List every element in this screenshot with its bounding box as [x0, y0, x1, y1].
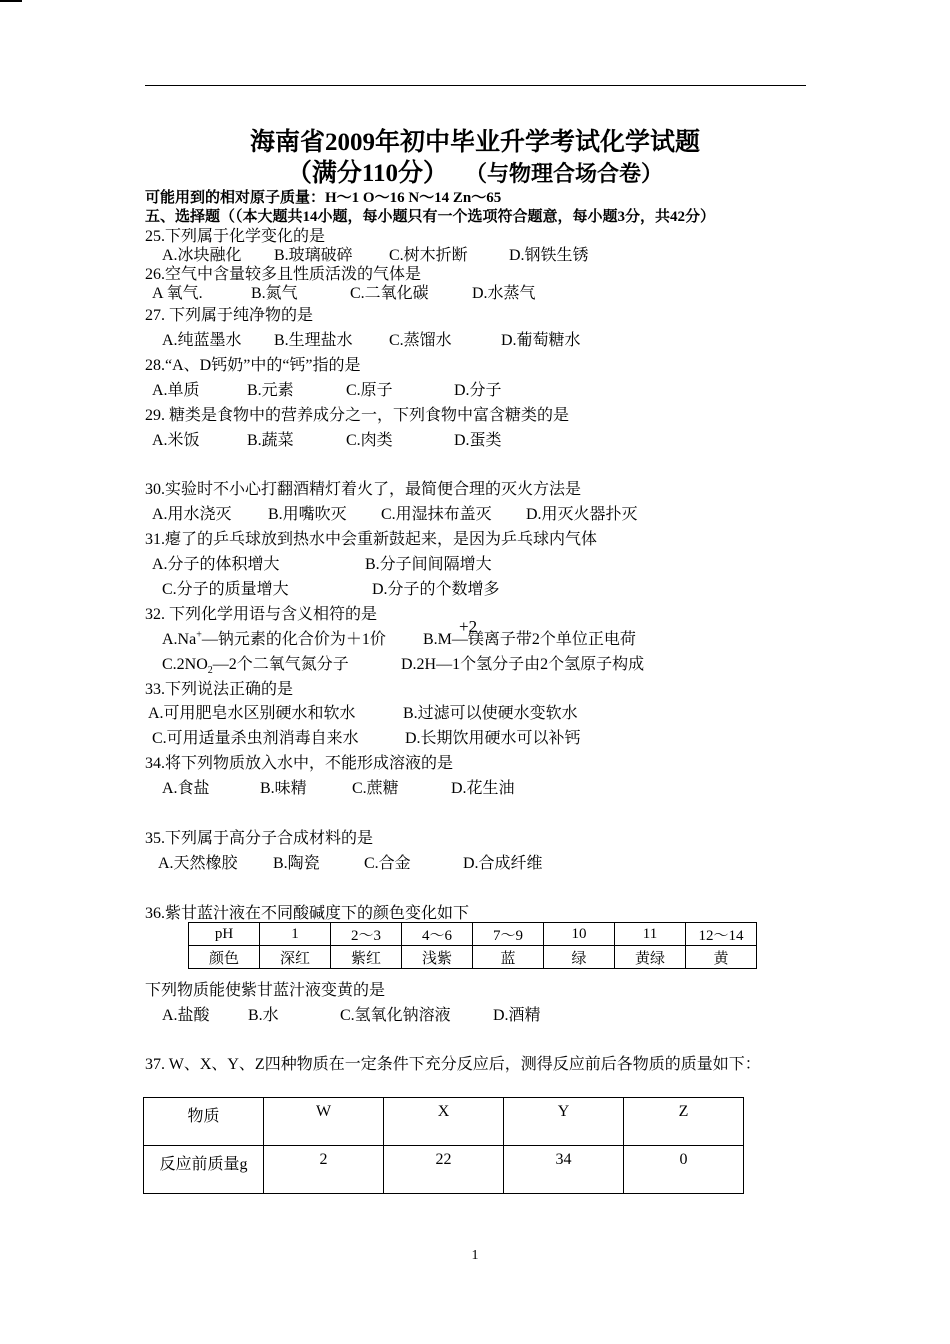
q25-stem: 25.下列属于化学变化的是: [145, 228, 326, 245]
q31-option-c: C.分子的质量增大: [162, 581, 289, 598]
table-cell: 深红: [260, 946, 331, 969]
table-cell: 绿: [544, 946, 615, 969]
q25-option-a: A.冰块融化: [162, 247, 242, 264]
q25-option-b: B.玻璃破碎: [274, 247, 353, 264]
q26-option-a: A 氧气.: [152, 285, 203, 302]
table-cell: 物质: [144, 1098, 264, 1146]
q30-option-b: B.用嘴吹灭: [268, 506, 347, 523]
table-row: [189, 946, 757, 969]
q28-option-c: C.原子: [346, 382, 393, 399]
q34-option-d: D.花生油: [451, 780, 515, 797]
table-row: [144, 1146, 744, 1194]
q25-option-d: D.钢铁生锈: [509, 247, 589, 264]
table-cell: 反应前质量g: [144, 1146, 264, 1194]
table-cell: Z: [624, 1098, 744, 1146]
q32-option-a: [162, 626, 386, 649]
table-cell: 1: [260, 923, 331, 946]
header-rule: [145, 85, 806, 86]
q30-option-a: A.用水浇灭: [152, 506, 232, 523]
table-cell: 黄绿: [615, 946, 686, 969]
table-cell: 22: [384, 1146, 504, 1194]
table-cell: 2～3: [331, 923, 402, 946]
q36-option-b: B.水: [248, 1007, 279, 1024]
exam-subtitle: [0, 153, 950, 189]
q35-option-c: C.合金: [364, 855, 411, 872]
q34-option-b: B.味精: [260, 780, 307, 797]
q32-b-meaning: —镁离子带2个单位正电荷: [451, 631, 636, 648]
combined-note: （与物理合场合卷）: [476, 161, 664, 186]
table-row: [144, 1098, 744, 1146]
q32-b-symbol: B.M: [423, 631, 452, 648]
q36-option-d: D.酒精: [493, 1007, 541, 1024]
q26-option-c: C.二氧化碳: [350, 285, 429, 302]
q32-c-meaning: —2个二氧气氮分子: [212, 656, 349, 673]
q29-option-c: C.肉类: [346, 432, 393, 449]
q28-option-a: A.单质: [152, 382, 200, 399]
q33-option-a: A.可用肥皂水区别硬水和软水: [148, 705, 356, 722]
q27-option-b: B.生理盐水: [274, 332, 353, 349]
table-cell: 7～9: [473, 923, 544, 946]
q36-stem: 36.紫甘蓝汁液在不同酸碱度下的颜色变化如下: [145, 905, 470, 922]
q27-option-c: C.蒸馏水: [389, 332, 452, 349]
q28-stem: 28.“A、D钙奶”中的“钙”指的是: [145, 357, 361, 374]
table-cell: 11: [615, 923, 686, 946]
table-cell: 浅紫: [402, 946, 473, 969]
q32-a-symbol: A.Na: [162, 631, 197, 648]
table-cell: 黄: [686, 946, 757, 969]
table-cell: 2: [264, 1146, 384, 1194]
q27-option-a: A.纯蓝墨水: [162, 332, 242, 349]
q36-followup: 下列物质能使紫甘蓝汁液变黄的是: [145, 982, 386, 999]
table-cell: 0: [624, 1146, 744, 1194]
q27-stem: 27. 下列属于纯净物的是: [145, 307, 314, 324]
q32-c-symbol: C.2NO: [162, 656, 208, 673]
q29-option-a: A.米饭: [152, 432, 200, 449]
q30-option-c: C.用湿抹布盖灭: [381, 506, 492, 523]
q35-stem: 35.下列属于高分子合成材料的是: [145, 830, 374, 847]
q36-option-a: A.盐酸: [162, 1007, 210, 1024]
q32-option-b: [423, 617, 636, 649]
table-cell: 34: [504, 1146, 624, 1194]
q36-option-c: C.氢氧化钠溶液: [340, 1007, 451, 1024]
q27-option-d: D.葡萄糖水: [501, 332, 581, 349]
q31-option-d: D.分子的个数增多: [372, 581, 500, 598]
q32-a-superscript: +: [196, 629, 202, 641]
table-cell: 紫红: [331, 946, 402, 969]
table-cell: W: [264, 1098, 384, 1146]
table-cell: X: [384, 1098, 504, 1146]
atomic-mass-line: 可能用到的相对原子质量：H～1 O～16 N～14 Zn～65: [145, 190, 502, 206]
q34-option-c: C.蔗糖: [352, 780, 399, 797]
q34-stem: 34.将下列物质放入水中，不能形成溶液的是: [145, 755, 454, 772]
q33-option-b: B.过滤可以使硬水变软水: [403, 705, 578, 722]
q37-stem: 37. W、X、Y、Z四种物质在一定条件下充分反应后，测得反应前后各物质的质量如下：: [145, 1056, 761, 1073]
table-cell: 蓝: [473, 946, 544, 969]
q29-option-b: B.蔬菜: [247, 432, 294, 449]
page-number: 1: [471, 1248, 479, 1263]
q29-option-d: D.蛋类: [454, 432, 502, 449]
table-cell: 10: [544, 923, 615, 946]
q34-option-a: A.食盐: [162, 780, 210, 797]
q33-option-c: C.可用适量杀虫剂消毒自来水: [152, 730, 359, 747]
mass-table: [143, 1097, 744, 1194]
q31-stem: 31.瘪了的乒乓球放到热水中会重新鼓起来，是因为乒乓球内气体: [145, 531, 598, 548]
q30-option-d: D.用灭火器扑灭: [526, 506, 638, 523]
q32-c-subscript: 2: [207, 665, 213, 677]
q32-b-valence: +2: [459, 617, 478, 636]
q31-option-b: B.分子间间隔增大: [365, 556, 492, 573]
table-cell: Y: [504, 1098, 624, 1146]
table-cell: 4～6: [402, 923, 473, 946]
table-cell: 颜色: [189, 946, 260, 969]
q32-option-c: [162, 651, 349, 676]
exam-title: 海南省2009年初中毕业升学考试化学试题: [249, 129, 700, 156]
q26-option-b: B.氮气: [251, 285, 298, 302]
q28-option-d: D.分子: [454, 382, 502, 399]
table-cell: pH: [189, 923, 260, 946]
full-score: （满分110分）: [286, 160, 449, 187]
ph-color-table: [188, 922, 757, 969]
corner-mark: [0, 0, 22, 2]
q32-stem: 32. 下列化学用语与含义相符的是: [145, 606, 378, 623]
table-row: [189, 923, 757, 946]
q33-option-d: D.长期饮用硬水可以补钙: [405, 730, 581, 747]
q35-option-a: A.天然橡胶: [158, 855, 238, 872]
table-cell: 12～14: [686, 923, 757, 946]
q30-stem: 30.实验时不小心打翻酒精灯着火了，最简便合理的灭火方法是: [145, 481, 582, 498]
q28-option-b: B.元素: [247, 382, 294, 399]
q31-option-a: A.分子的体积增大: [152, 556, 280, 573]
q35-option-d: D.合成纤维: [463, 855, 543, 872]
section-heading: 五、选择题（（本大题共14小题，每小题只有一个选项符合题意，每小题3分，共42分）: [145, 209, 716, 225]
q35-option-b: B.陶瓷: [273, 855, 320, 872]
q32-a-meaning: —钠元素的化合价为＋1价: [201, 631, 386, 648]
q29-stem: 29. 糖类是食物中的营养成分之一，下列食物中富含糖类的是: [145, 407, 570, 424]
q26-stem: 26.空气中含量较多且性质活泼的气体是: [145, 266, 422, 283]
q33-stem: 33.下列说法正确的是: [145, 681, 294, 698]
q26-option-d: D.水蒸气: [472, 285, 536, 302]
q25-option-c: C.树木折断: [389, 247, 468, 264]
q32-option-d: D.2H—1个氢分子由2个氢原子构成: [401, 656, 645, 673]
